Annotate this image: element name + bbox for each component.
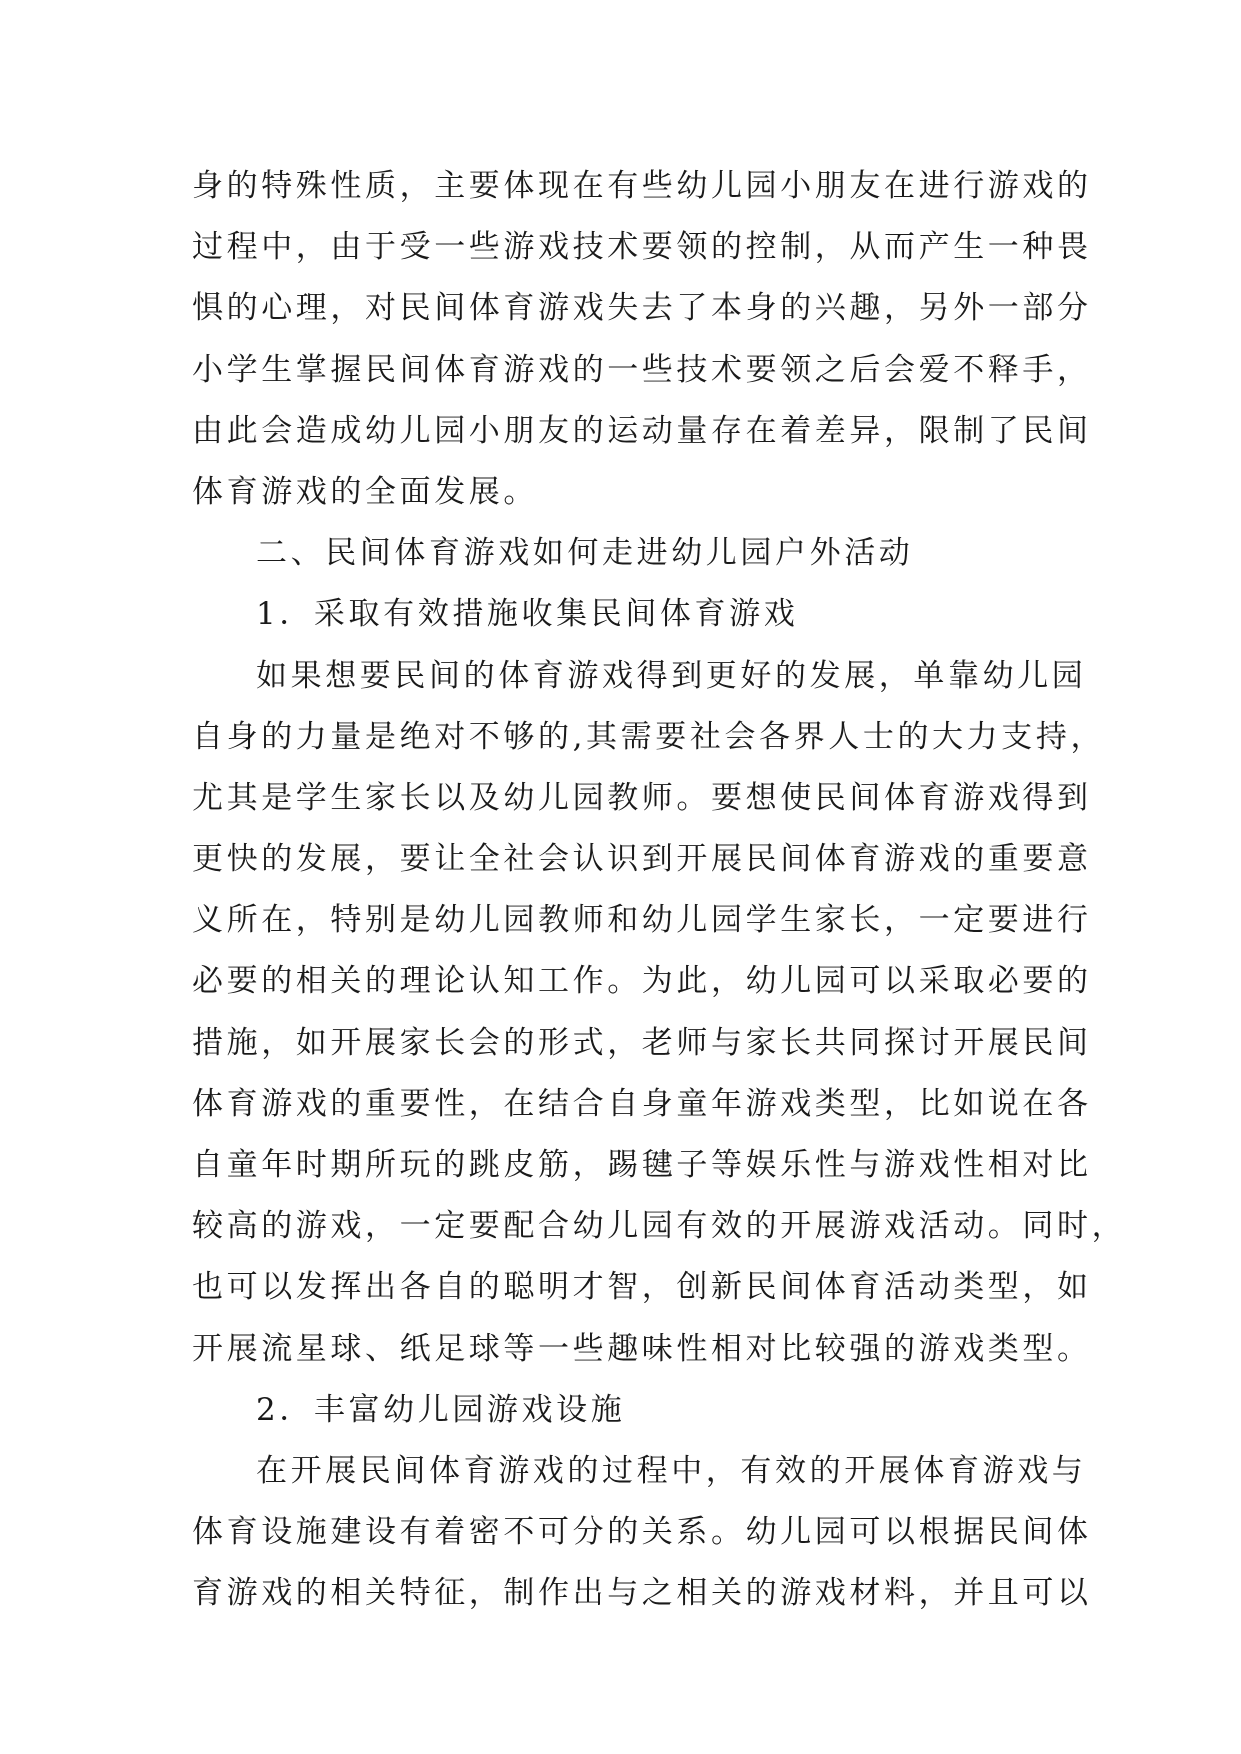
text-line: 过程中，由于受一些游戏技术要领的控制，从而产生一种畏 xyxy=(192,229,1092,266)
text-line: 由此会造成幼儿园小朋友的运动量存在着差异，限制了民间 xyxy=(192,412,1092,449)
paragraph-first-line: 如果想要民间的体育游戏得到更好的发展，单靠幼儿园 xyxy=(256,657,1087,694)
text-line: 惧的心理，对民间体育游戏失去了本身的兴趣，另外一部分 xyxy=(192,290,1092,327)
document-body xyxy=(192,156,1127,1625)
paragraph-first-line: 在开展民间体育游戏的过程中，有效的开展体育游戏与 xyxy=(256,1452,1087,1489)
text-line: 必要的相关的理论认知工作。为此，幼儿园可以采取必要的 xyxy=(192,963,1092,1000)
text-line: 也可以发挥出各自的聪明才智，创新民间体育活动类型，如 xyxy=(192,1269,1092,1306)
text-line: 身的特殊性质，主要体现在有些幼儿园小朋友在进行游戏的 xyxy=(192,168,1092,204)
text-line: 自童年时期所玩的跳皮筋，踢毽子等娱乐性与游戏性相对比 xyxy=(192,1147,1092,1183)
text-line: 体育设施建设有着密不可分的关系。幼儿园可以根据民间体 xyxy=(192,1514,1092,1551)
subsection-heading: 2．丰富幼儿园游戏设施 xyxy=(256,1391,626,1428)
text-line: 义所在，特别是幼儿园教师和幼儿园学生家长，一定要进行 xyxy=(192,902,1092,939)
section-heading: 二、民间体育游戏如何走进幼儿园户外活动 xyxy=(256,535,914,572)
text-line: 较高的游戏，一定要配合幼儿园有效的开展游戏活动。同时， xyxy=(192,1208,1127,1245)
text-line: 自身的力量是绝对不够的,其需要社会各界人士的大力支持， xyxy=(192,718,1106,755)
text-line: 措施，如开展家长会的形式，老师与家长共同探讨开展民间 xyxy=(192,1024,1092,1061)
text-line: 小学生掌握民间体育游戏的一些技术要领之后会爱不释手， xyxy=(192,351,1092,388)
text-line: 体育游戏的全面发展。 xyxy=(192,473,538,510)
text-line: 开展流星球、纸足球等一些趣味性相对比较强的游戏类型。 xyxy=(192,1330,1092,1367)
subsection-heading: 1．采取有效措施收集民间体育游戏 xyxy=(256,596,799,633)
text-line: 育游戏的相关特征，制作出与之相关的游戏材料，并且可以 xyxy=(192,1575,1092,1612)
text-line: 更快的发展，要让全社会认识到开展民间体育游戏的重要意 xyxy=(192,841,1092,878)
text-line: 尤其是学生家长以及幼儿园教师。要想使民间体育游戏得到 xyxy=(192,779,1092,816)
text-line: 体育游戏的重要性，在结合自身童年游戏类型，比如说在各 xyxy=(192,1085,1092,1122)
